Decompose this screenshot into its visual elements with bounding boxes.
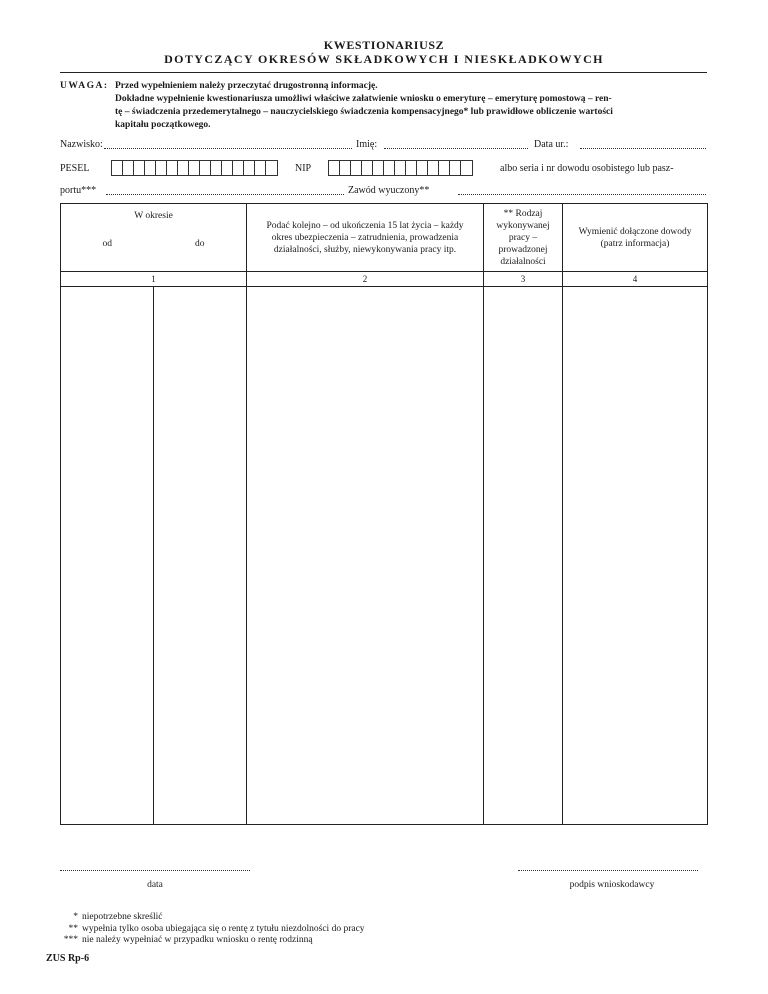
notice-label: UWAGA: xyxy=(60,81,109,91)
form-title: KWESTIONARIUSZ xyxy=(323,38,445,52)
profession-field[interactable] xyxy=(458,186,706,195)
to-header: do xyxy=(195,239,205,249)
surname-field[interactable] xyxy=(104,140,352,149)
table-body-row xyxy=(61,287,708,825)
footnote-mark: * xyxy=(73,912,78,922)
from-header: od xyxy=(102,239,112,249)
nip-boxes[interactable] xyxy=(328,160,473,176)
birth-date-label: Data ur.: xyxy=(534,139,569,150)
from-cell[interactable] xyxy=(61,287,154,825)
id-document-label: albo seria i nr dowodu osobistego lub pasz- xyxy=(500,163,674,174)
footnotes xyxy=(60,912,365,947)
profession-label: Zawód wyuczony** xyxy=(348,185,430,196)
column-number: 4 xyxy=(563,272,708,287)
periods-description-header: Podać kolejno – od ukończenia 15 lat życia – każdy okres ubezpieczenia – zatrudnienia, prowadzenia działalności, służby, niewykonywania pracy itp. xyxy=(247,204,484,272)
date-field[interactable] xyxy=(60,870,250,871)
pesel-boxes[interactable] xyxy=(111,160,278,176)
header-rule xyxy=(60,72,707,73)
first-name-label: Imię: xyxy=(356,139,378,150)
evidence-cell[interactable] xyxy=(563,287,708,825)
footnote-text: nie należy wypełniać w przypadku wniosku o rentę rodzinną xyxy=(82,935,313,945)
notice-line: tę – świadczenia przedemerytalnego – nauczycielskiego świadczenia kompensacyjnego* lub prawidłowe obliczenie wartości xyxy=(115,107,613,117)
passport-label: portu*** xyxy=(60,185,97,196)
name-row xyxy=(60,139,103,150)
work-type-header: ** Rodzaj wykonywanej pracy – prowadzonej działalności xyxy=(484,204,563,272)
date-label: data xyxy=(147,880,163,890)
footnote-mark: ** xyxy=(68,923,78,934)
period-header xyxy=(61,204,247,272)
notice-line: Przed wypełnieniem należy przeczytać drugostronną informację. xyxy=(115,81,378,91)
notice-block xyxy=(60,80,710,132)
column-number: 2 xyxy=(247,272,484,287)
column-number: 3 xyxy=(484,272,563,287)
birth-date-field[interactable] xyxy=(580,140,706,149)
first-name-field[interactable] xyxy=(384,140,528,149)
signature-label: podpis wnioskodawcy xyxy=(569,880,655,890)
surname-label: Nazwisko: xyxy=(60,139,103,150)
form-id: ZUS Rp-6 xyxy=(46,953,90,964)
form-subtitle: DOTYCZĄCY OKRESÓW SKŁADKOWYCH I NIESKŁADKOWYCH xyxy=(164,52,604,66)
footnote-text: niepotrzebne skreślić xyxy=(82,912,163,922)
description-cell[interactable] xyxy=(247,287,484,825)
period-header-label: W okresie xyxy=(134,211,173,221)
evidence-header: Wymienić dołączone dowody (patrz informacja) xyxy=(563,204,708,272)
nip-label: NIP xyxy=(295,163,312,174)
periods-table xyxy=(60,203,708,825)
passport-field[interactable] xyxy=(106,186,344,195)
work-type-cell[interactable] xyxy=(484,287,563,825)
table-header-row xyxy=(61,204,708,272)
column-number-row xyxy=(61,272,708,287)
footnote-text: wypełnia tylko osoba ubiegająca się o rentę z tytułu niezdolności do pracy xyxy=(82,923,365,934)
to-cell[interactable] xyxy=(154,287,247,825)
notice-line: kapitału początkowego. xyxy=(115,120,211,130)
column-number: 1 xyxy=(61,272,247,287)
signature-field[interactable] xyxy=(518,870,698,871)
notice-line: Dokładne wypełnienie kwestionariusza umożliwi właściwe załatwienie wniosku o emeryturę – emeryturę pomostową – ren- xyxy=(115,94,612,104)
pesel-label: PESEL xyxy=(60,163,90,174)
footnote-mark: *** xyxy=(63,935,78,945)
